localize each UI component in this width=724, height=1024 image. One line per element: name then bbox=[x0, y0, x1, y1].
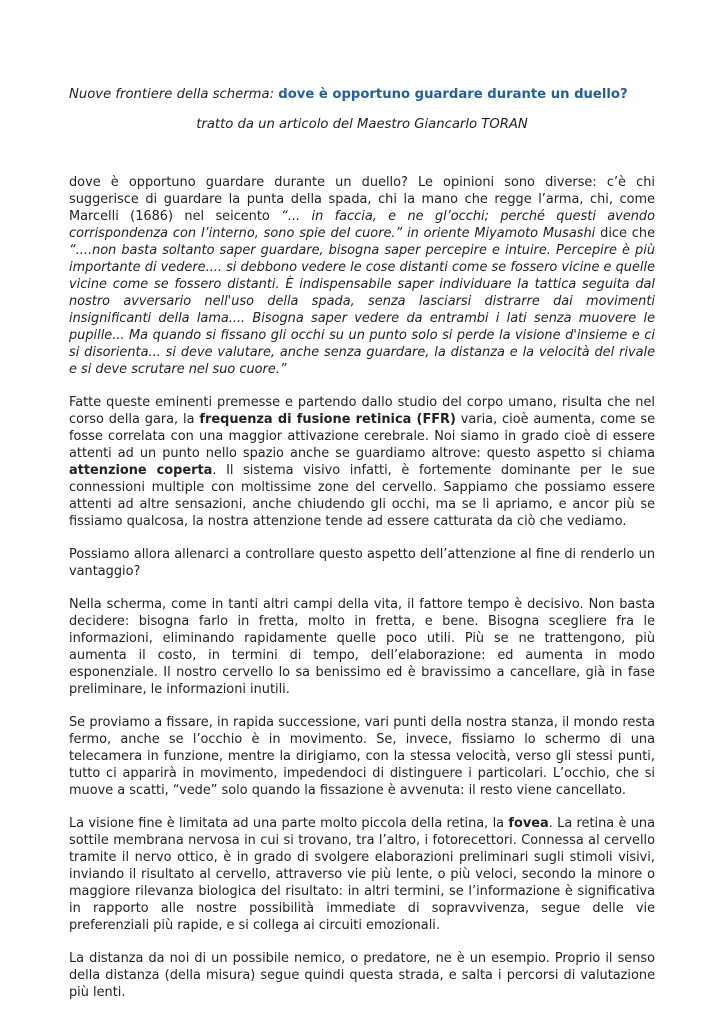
p2-text-e: . Il sistema visivo infatti, è fortemente dominante per le sue connessioni multiple con moltissime zone del cervello. Sappiamo che possiamo essere attenti ad altre sensazioni, anche chiudendo gli occhi, ma se li apriamo, e ancor più se fissiamo qualcosa, la nostra attenzione tende ad essere catturata da ciò che vediamo. bbox=[69, 463, 655, 529]
p1-quote-marcelli: “... in faccia, e ne gl’occhi; perché questi avendo corrispondenza con l’interno, sono spie del cuore.” in oriente Miyamoto Musashi bbox=[69, 209, 655, 241]
paragraph-5: Se proviamo a fissare, in rapida successione, vari punti della nostra stanza, il mondo resta fermo, anche se l’occhio è in movimento. Se, invece, fissiamo lo schermo di una telecamera in funzione, mentre la dirigiamo, con la stessa velocità, verso gli stessi punti, tutto ci apparirà in movimento, impedendoci di distinguere i particolari. L’occhio, che si muove a scatti, “vede” solo quando la fissazione è avvenuta: il resto viene cancellato. bbox=[69, 715, 655, 798]
document-page bbox=[69, 86, 655, 1017]
p1-text-c: dice che bbox=[600, 226, 655, 241]
p2-term-ffr: frequenza di fusione retinica (FFR) bbox=[199, 412, 456, 427]
paragraph-1 bbox=[69, 174, 655, 378]
paragraph-2 bbox=[69, 394, 655, 530]
p2-term-attenzione-coperta: attenzione coperta bbox=[69, 463, 213, 478]
paragraph-3: Possiamo allora allenarci a controllare questo aspetto dell’attenzione al fine di renderlo un vantaggio? bbox=[69, 547, 655, 579]
article-body bbox=[69, 174, 655, 1001]
document-title bbox=[69, 86, 655, 104]
document-subtitle: tratto da un articolo del Maestro Giancarlo TORAN bbox=[196, 117, 528, 132]
paragraph-7: La distanza da noi di un possibile nemico, o predatore, ne è un esempio. Proprio il senso della distanza (della misura) segue quindi questa strada, e salta i percorsi di valutazione più lenti. bbox=[69, 951, 655, 1000]
p2-text-a: Fatte queste eminenti premesse e partendo dallo studio del corpo umano, risulta che nel corso della gara, la bbox=[69, 395, 655, 427]
paragraph-6 bbox=[69, 815, 655, 934]
title-highlight: dove è opportuno guardare durante un duello? bbox=[278, 87, 628, 102]
p6-text-a: La visione fine è limitata ad una parte molto piccola della retina, la bbox=[69, 816, 505, 831]
p1-text-a: dove è opportuno guardare durante un duello? Le opinioni sono diverse: c’è chi suggerisce di guardare la punta della spada, chi la mano che regge l’arma, chi, come Marcelli (1686) nel seicento bbox=[69, 175, 655, 224]
paragraph-4: Nella scherma, come in tanti altri campi della vita, il fattore tempo è decisivo. Non basta decidere: bisogna farlo in fretta, molto in fretta, e bene. Bisogna scegliere fra le informazioni, eliminando rapidamente quelle poco utili. Più se ne trattengono, più aumenta il costo, in termini di tempo, dell’elaborazione: ed aumenta in modo esponenziale. Il nostro cervello lo sa benissimo ed è bravissimo a cancellare, già in fase preliminare, le informazioni inutili. bbox=[69, 597, 655, 697]
p6-term-fovea: fovea bbox=[508, 816, 549, 831]
p2-text-c: varia, cioè aumenta, come se fosse correlata con una maggior attivazione cerebrale. Noi siamo in grado cioè di essere attenti ad un punto nello spazio anche se guardiamo altrove: questo aspetto si chiama bbox=[69, 412, 656, 461]
p1-quote-musashi: “....non basta soltanto saper guardare, bisogna saper percepire e intuire. Percepire è più importante di vedere.... si debbono vedere le cose distanti come se fossero vicine e quelle vicine come se fossero distanti. È indispensabile saper individuare la tattica seguita dal nostro avversario nell'uso della spada, senza lasciarsi distrarre dai movimenti insignificanti della lama.... Bisogna saper vedere da entrambi i lati senza muovere le pupille... Ma quando si fissano gli occhi su un punto solo si perde la visione d'insieme e ci si disorienta... si deve valutare, anche senza guardare, la distanza e la velocità del rivale e si deve scrutare nel suo cuore.” bbox=[69, 243, 655, 377]
title-prefix: Nuove frontiere della scherma: bbox=[69, 87, 275, 102]
p6-text-c: . La retina è una sottile membrana nervosa in cui si trovano, tra l’altro, i fotorecettori. Connessa al cervello tramite il nervo ottico, è in grado di svolgere elaborazioni preliminari sugli stimoli visivi, inviando il risultato al cervello, attraverso vie più lente, o più veloci, secondo la minore o maggiore rilevanza biologica del risultato: in altri termini, se l’informazione è significativa in rapporto alle nostre possibilità immediate di sopravvivenza, segue delle vie preferenziali più rapide, e si collega ai circuiti emozionali. bbox=[69, 816, 655, 933]
